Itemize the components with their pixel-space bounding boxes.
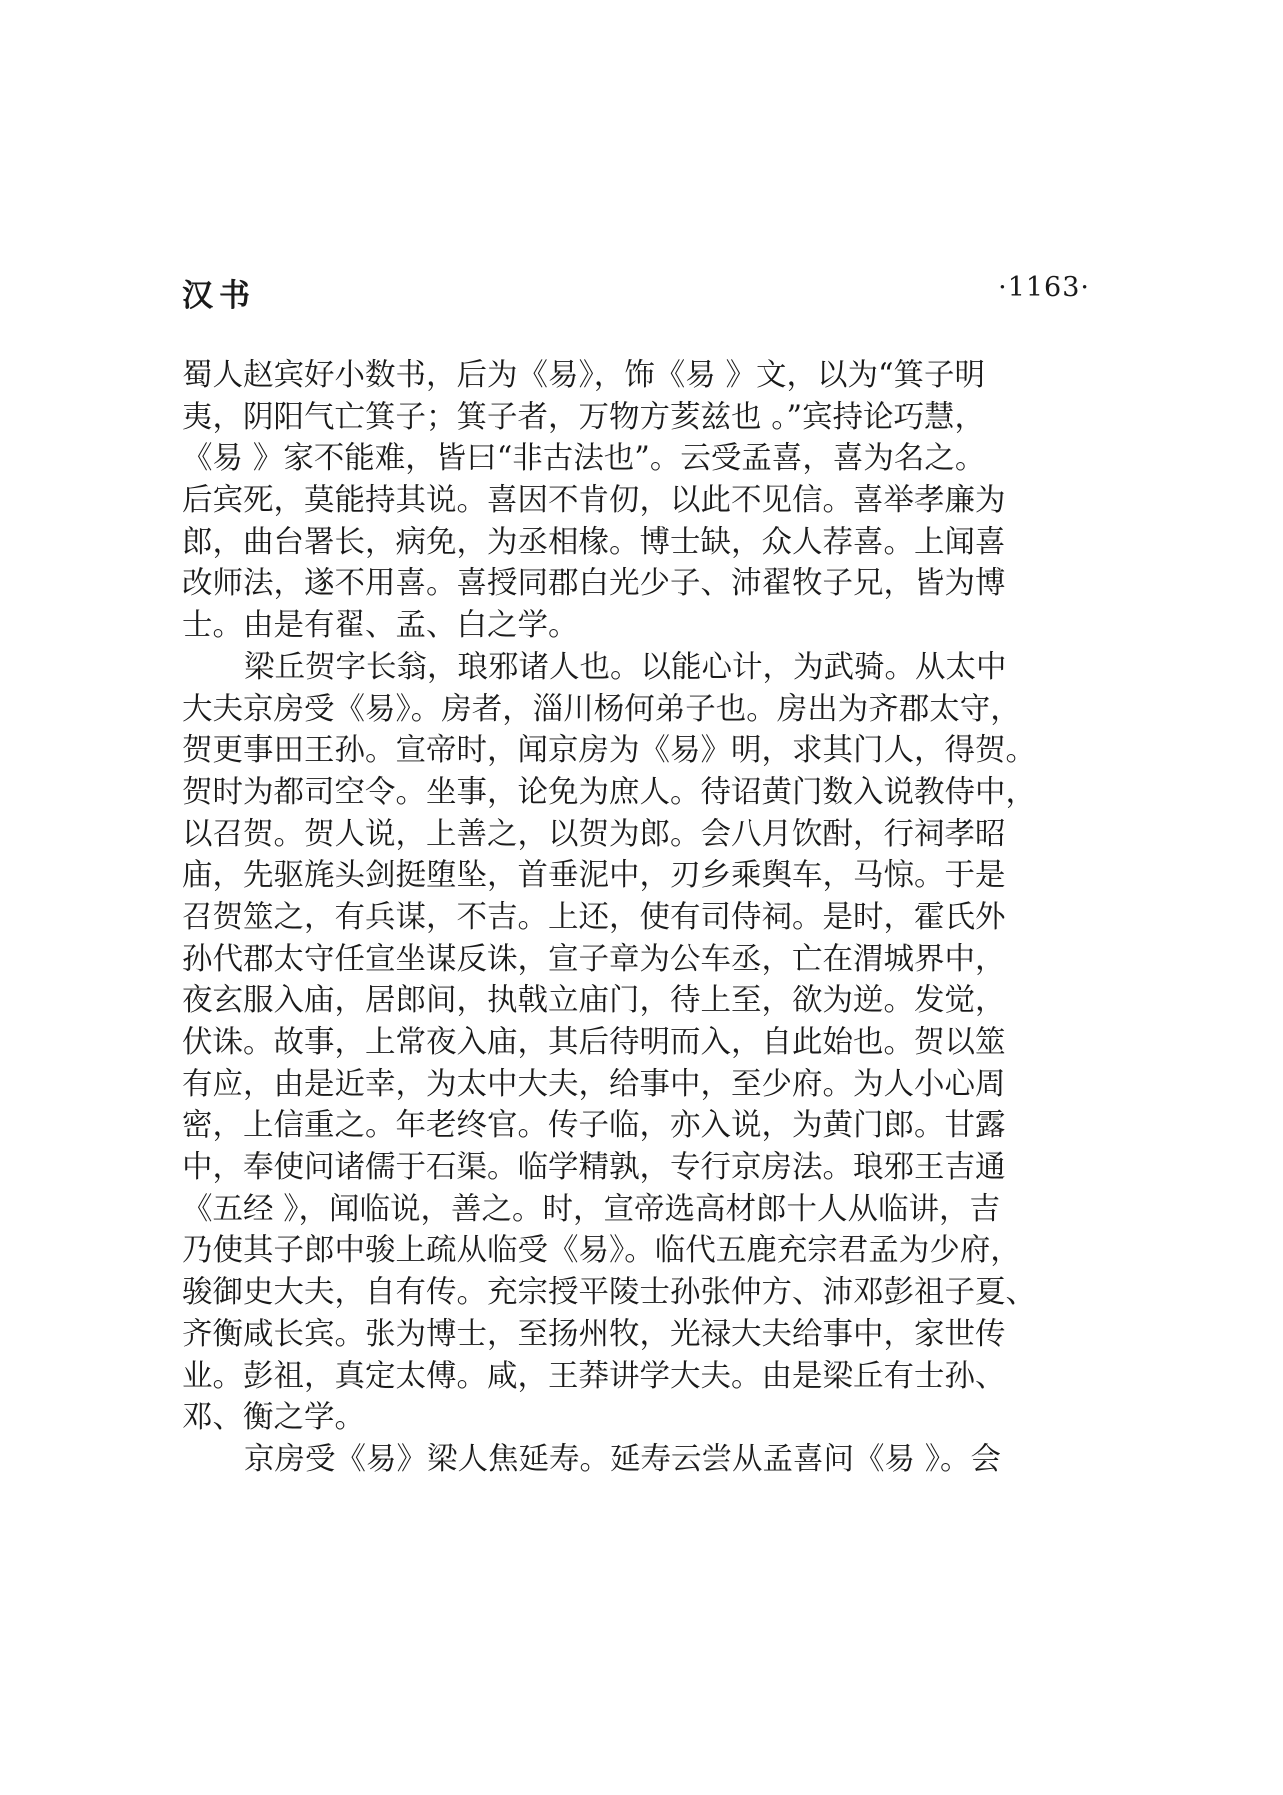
text-line: 齐衡咸长宾。张为博士，至扬州牧，光禄大夫给事中，家世传 bbox=[182, 1316, 1006, 1352]
text-line: 以召贺。贺人说，上善之，以贺为郎。会八月饮酎，行祠孝昭 bbox=[182, 816, 1006, 852]
text-line: 后宾死，莫能持其说。喜因不肯仞，以此不见信。喜举孝廉为 bbox=[182, 483, 1006, 519]
text-line: 贺更事田王孙。宣帝时，闻京房为《易》明，求其门人，得贺。 bbox=[182, 733, 1036, 769]
running-head bbox=[182, 270, 1090, 314]
text-line: 夷，阴阳气亡箕子；箕子者，万物方荄兹也 。”宾持论巧慧， bbox=[182, 399, 986, 435]
text-line: 召贺筮之，有兵谋，不吉。上还，使有司侍祠。是时，霍氏外 bbox=[182, 899, 1006, 935]
text-line: 《易 》家不能难，皆曰“非古法也”。云受孟喜，喜为名之。 bbox=[182, 441, 986, 477]
text-line: 士。由是有翟、孟、白之学。 bbox=[182, 608, 579, 644]
text-line: 蜀人赵宾好小数书，后为《易》，饰《易 》文，以为“箕子明 bbox=[182, 358, 986, 393]
text-line: 改师法，遂不用喜。喜授同郡白光少子、沛翟牧子兄，皆为博 bbox=[182, 566, 1006, 602]
paragraph-start-line: 京房受《易》梁人焦延寿。延寿云尝从孟喜问《易 》。会 bbox=[244, 1441, 1001, 1477]
text-line: 中，奉使问诸儒于石渠。临学精孰，专行京房法。琅邪王吉通 bbox=[182, 1150, 1006, 1186]
text-line: 孙代郡太守任宣坐谋反诛，宣子章为公车丞，亡在渭城界中， bbox=[182, 941, 1006, 977]
text-line: 骏御史大夫，自有传。充宗授平陵士孙张仲方、沛邓彭祖子夏、 bbox=[182, 1275, 1036, 1311]
text-line: 伏诛。故事，上常夜入庙，其后待明而入，自此始也。贺以筮 bbox=[182, 1025, 1006, 1060]
text-line: 郎，曲台署长，病免，为丞相椽。博士缺，众人荐喜。上闻喜 bbox=[182, 524, 1006, 560]
text-line: 乃使其子郎中骏上疏从临受《易》。临代五鹿充宗君孟为少府， bbox=[182, 1233, 1021, 1269]
text-line: 贺时为都司空令。坐事，论免为庶人。待诏黄门数入说教侍中， bbox=[182, 774, 1036, 810]
text-line: 密，上信重之。年老终官。传子临，亦入说，为黄门郎。甘露 bbox=[182, 1108, 1006, 1144]
text-line: 大夫京房受《易》。房者，淄川杨何弟子也。房出为齐郡太守， bbox=[182, 691, 1021, 727]
text-line: 邓、衡之学。 bbox=[182, 1400, 365, 1436]
text-line: 《五经 》，闻临说，善之。时，宣帝选高材郎十人从临讲，吉 bbox=[182, 1191, 1000, 1227]
paragraph-start-line: 梁丘贺字长翁，琅邪诸人也。以能心计，为武骑。从太中 bbox=[244, 649, 1007, 685]
book-title: 汉书 bbox=[182, 278, 256, 314]
text-line: 业。彭祖，真定太傅。咸，王莽讲学大夫。由是梁丘有士孙、 bbox=[182, 1358, 1006, 1394]
text-line: 夜玄服入庙，居郎间，执戟立庙门，待上至，欲为逆。发觉， bbox=[182, 983, 1006, 1019]
text-line: 有应，由是近幸，为太中大夫，给事中，至少府。为人小心周 bbox=[182, 1066, 1006, 1102]
body-text bbox=[182, 355, 1090, 1481]
page-number: ·1163· bbox=[998, 272, 1090, 303]
text-line: 庙，先驱旄头剑挺堕坠，首垂泥中，刃乡乘舆车，马惊。于是 bbox=[182, 858, 1006, 894]
